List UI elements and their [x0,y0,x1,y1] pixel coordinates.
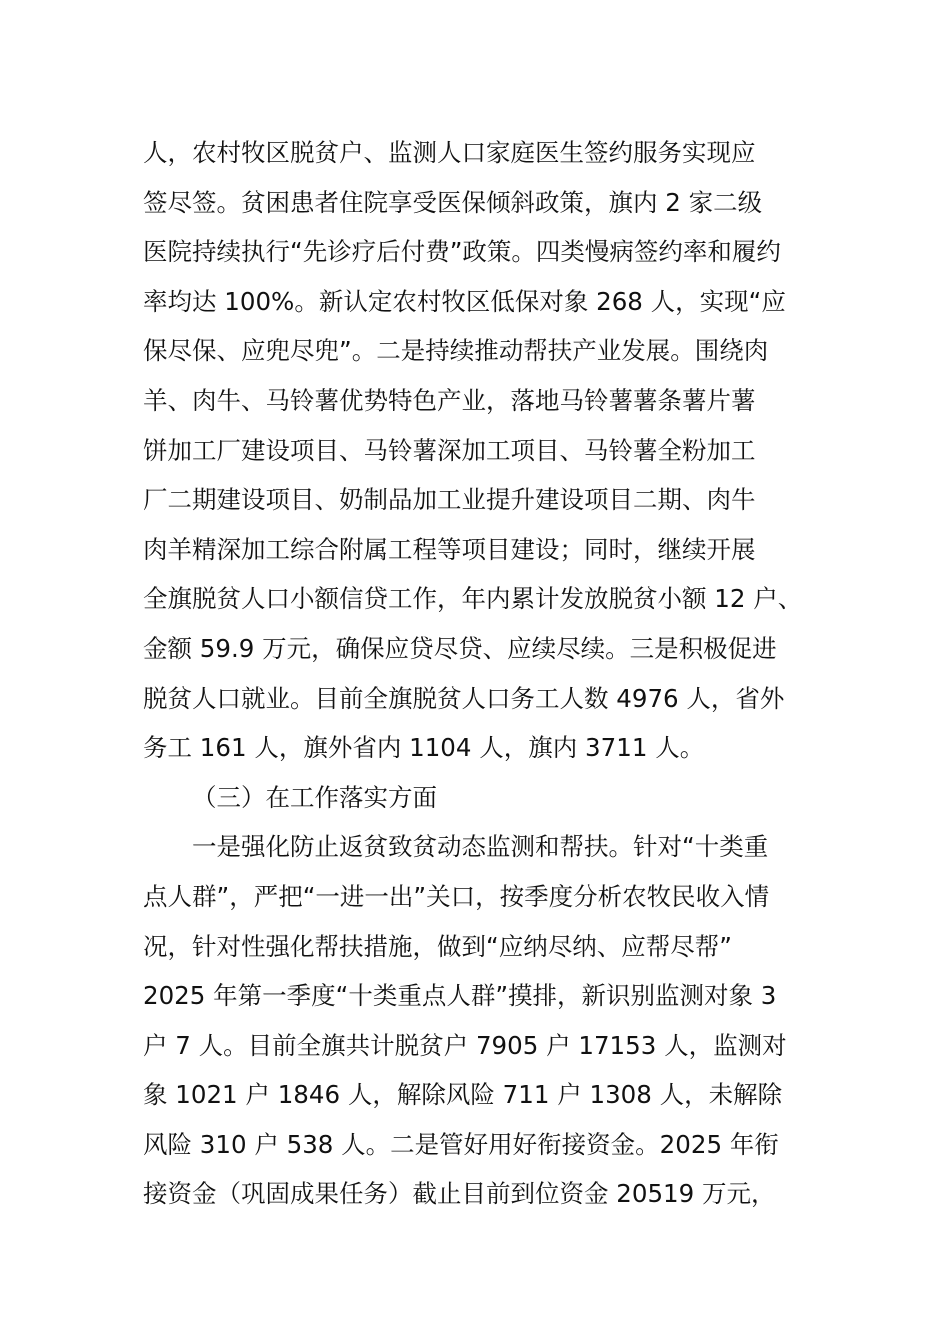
text-line: 厂二期建设项目、奶制品加工业提升建设项目二期、肉牛 [143,485,756,515]
text-line: 签尽签。贫困患者住院享受医保倾斜政策，旗内 2 家二级 [143,187,763,217]
paragraph-start-line: 一是强化防止返贫致贫动态监测和帮扶。针对“十类重 [192,832,769,862]
text-line: 肉羊精深加工综合附属工程等项目建设；同时，继续开展 [143,534,756,564]
text-line: 羊、肉牛、马铃薯优势特色产业，落地马铃薯薯条薯片薯 [143,385,756,415]
section-heading: （三）在工作落实方面 [192,782,437,812]
body-text [143,128,823,1219]
text-line: 全旗脱贫人口小额信贷工作，年内累计发放脱贫小额 12 户、 [143,584,803,614]
text-line: 人，农村牧区脱贫户、监测人口家庭医生签约服务实现应 [143,138,756,167]
text-line: 户 7 人。目前全旗共计脱贫户 7905 户 17153 人，监测对 [143,1030,787,1060]
text-line: 脱贫人口就业。目前全旗脱贫人口务工人数 4976 人，省外 [143,683,785,713]
text-line: 率均达 100%。新认定农村牧区低保对象 268 人，实现“应 [143,286,786,316]
text-line: 风险 310 户 538 人。二是管好用好衔接资金。2025 年衔 [143,1129,779,1159]
text-line: 金额 59.9 万元，确保应贷尽贷、应续尽续。三是积极促进 [143,633,777,663]
text-line: 医院持续执行“先诊疗后付费”政策。四类慢病签约率和履约 [143,237,781,267]
text-line: 象 1021 户 1846 人，解除风险 711 户 1308 人，未解除 [143,1080,783,1110]
text-line: 保尽保、应兜尽兜”。二是持续推动帮扶产业发展。围绕肉 [143,336,769,366]
text-line: 饼加工厂建设项目、马铃薯深加工项目、马铃薯全粉加工 [143,435,756,465]
text-line: 接资金（巩固成果任务）截止目前到位资金 20519 万元， [143,1179,776,1209]
text-line: 况，针对性强化帮扶措施，做到“应纳尽纳、应帮尽帮” [143,931,732,961]
text-line: 务工 161 人，旗外省内 1104 人，旗内 3711 人。 [143,733,705,763]
text-line: 2025 年第一季度“十类重点人群”摸排，新识别监测对象 3 [143,981,777,1011]
text-line: 点人群”，严把“一进一出”关口，按季度分析农牧民收入情 [143,881,770,911]
